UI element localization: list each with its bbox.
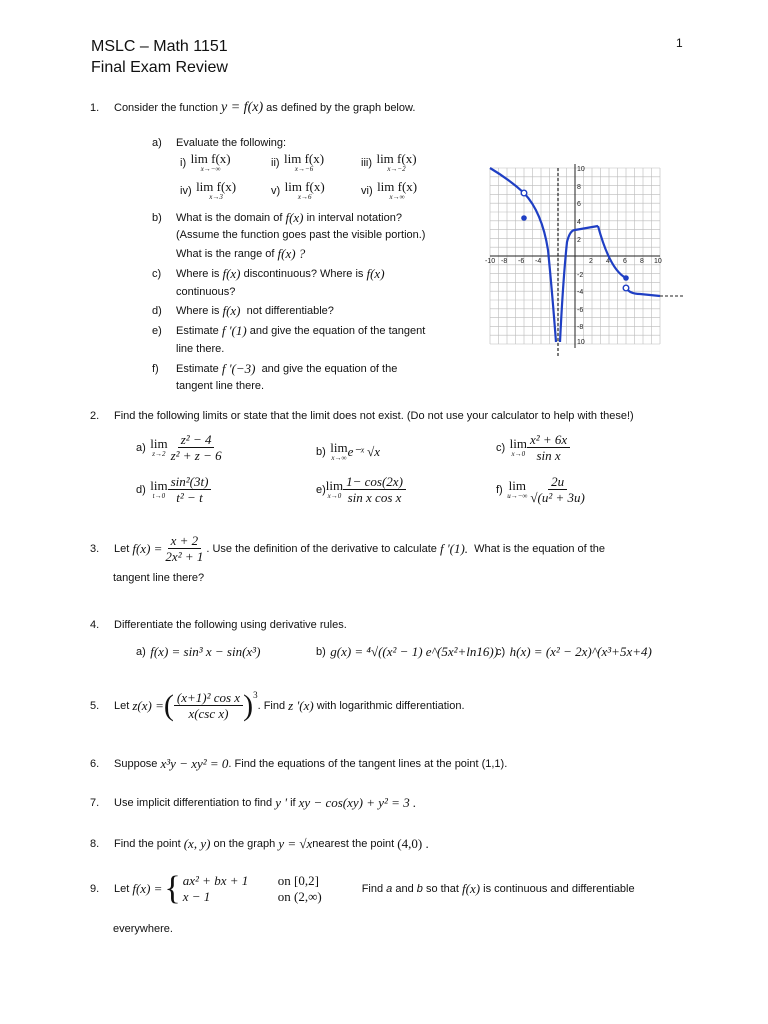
y-tick: -2 bbox=[577, 272, 584, 279]
q8: 8. Find the point (x, y) on the graph y = √x nearest the point (4,0) . bbox=[90, 836, 429, 851]
q1b-line3: What is the range of f(x) ? bbox=[176, 246, 306, 261]
closed-point bbox=[521, 215, 527, 221]
q1-text-post: as defined by the graph below. bbox=[266, 102, 416, 114]
q9-line2: everywhere. bbox=[113, 923, 173, 935]
q3-line2: tangent line there? bbox=[113, 572, 205, 584]
limit-iv bbox=[180, 180, 236, 201]
q1f-line2: tangent line there. bbox=[176, 380, 265, 392]
q2f: f) lim u→−∞ $\frac{2u}{\text{√(u² + 3u)}}$ bbox=[496, 474, 585, 505]
q1-equation: y = f(x) bbox=[221, 100, 264, 115]
q6: 6. Suppose x³y − xy² = 0 . Find the equations of the tangent lines at the point (1,1). bbox=[90, 756, 508, 771]
q1d: d) Where is f(x) not differentiable? bbox=[152, 303, 334, 318]
q1b-line2: (Assume the function goes past the visible portion.) bbox=[176, 229, 426, 241]
q1f-line1: f) Estimate f '(−3) and give the equation of the bbox=[152, 361, 398, 376]
limit-ii bbox=[271, 152, 324, 173]
limit-expr: lim f(x) x→6 bbox=[284, 179, 325, 201]
limit-label: iv) bbox=[180, 184, 192, 197]
q1-number: 1. bbox=[90, 102, 100, 114]
header-subtitle: Final Exam Review bbox=[91, 59, 228, 76]
x-tick: -10 bbox=[485, 258, 496, 265]
q2e: e) lim x→0 $\frac{1- \cos(2x)}{\text{sin x cos x}}$ bbox=[316, 474, 406, 505]
y-tick: 6 bbox=[577, 201, 581, 208]
q1a bbox=[152, 137, 286, 149]
y-tick: -4 bbox=[577, 289, 584, 296]
limit-expr: lim f(x) x→∞ bbox=[377, 179, 418, 201]
q1c-line1: c) Where is f(x) discontinuous? Where is f(x) bbox=[152, 266, 385, 281]
page-number: 1 bbox=[676, 36, 683, 50]
limit-label: ii) bbox=[271, 156, 280, 169]
limit-expr: lim f(x) x→−6 bbox=[284, 151, 325, 173]
x-tick: -4 bbox=[535, 258, 542, 265]
q1b-line1: b) What is the domain of f(x) in interval notation? bbox=[152, 210, 402, 225]
y-tick: 4 bbox=[577, 219, 581, 226]
limit-label: v) bbox=[271, 184, 281, 197]
open-point bbox=[521, 190, 527, 196]
x-tick: 8 bbox=[640, 258, 644, 265]
q3: 3. Let f(x) = $\frac{x + 2}{\text{2x² + 1}}$ . Use the definition of the derivative to calculate f '(1). What is the equation of the bbox=[90, 533, 606, 564]
q2c: c) lim x→0 $\frac{\text{x² + 6x}}{\text{sin x}}$ bbox=[496, 432, 570, 463]
y-tick: 10 bbox=[577, 166, 585, 173]
q1e-line2: line there. bbox=[176, 343, 225, 355]
y-tick: -6 bbox=[577, 307, 584, 314]
open-point bbox=[623, 285, 629, 291]
x-tick: 4 bbox=[606, 258, 610, 265]
limit-vi bbox=[361, 180, 417, 201]
x-tick: 2 bbox=[589, 258, 593, 265]
q2b: b) lim x→∞ e⁻ˣ √x bbox=[316, 440, 381, 462]
q1e-line1: e) Estimate f '(1) and give the equation of the tangent bbox=[152, 323, 426, 338]
y-tick: -8 bbox=[577, 324, 584, 331]
q2a: a) lim z→2 $\frac{\text{z² − 4}}{\text{z² + z − 6}}$ bbox=[136, 432, 222, 463]
y-tick: 10 bbox=[577, 339, 585, 346]
q7: 7. Use implicit differentiation to find y ' if xy − cos(xy) + y² = 3 . bbox=[90, 795, 417, 810]
limit-expr: lim f(x) x→−∞ bbox=[190, 151, 231, 173]
q1a-label: a) bbox=[152, 137, 162, 149]
curve-drop bbox=[598, 226, 626, 278]
limit-expr: lim f(x) x→−2 bbox=[376, 151, 417, 173]
q1c-line2: continuous? bbox=[176, 286, 236, 298]
q1a-text: Evaluate the following: bbox=[176, 137, 287, 149]
y-tick: 2 bbox=[577, 237, 581, 244]
x-tick: -6 bbox=[518, 258, 525, 265]
q5: 5. Let z(x) = ( $\frac{\text{(x+1)² cos x}}{\text{x(csc x)}}$ ) 3 . Find z '(x) with logarithmic differentiation. bbox=[90, 688, 465, 722]
limit-label: iii) bbox=[361, 156, 372, 169]
closed-point bbox=[623, 275, 629, 281]
q4c: c) h(x) = (x² − 2x)^(x³+5x+4) bbox=[496, 644, 652, 659]
q1-intro bbox=[90, 100, 415, 116]
piecewise-cases: ax² + bx + 1 on [0,2] x − 1 on (2,∞) bbox=[182, 873, 322, 904]
x-tick: 6 bbox=[623, 258, 627, 265]
limit-label: i) bbox=[180, 156, 187, 169]
q2d: d) lim t→0 $\frac{\text{sin²(3t)}}{\text{t² − t}}$ bbox=[136, 474, 211, 505]
q4b: b) g(x) = ⁴√((x² − 1) e^(5x²+ln16)) bbox=[316, 644, 499, 659]
limit-i bbox=[180, 152, 231, 173]
q9: 9. Let f(x) = { ax² + bx + 1 on [0,2] x − 1 on (2,∞) Find a and b so that f(x) is continuous and differentiable bbox=[90, 870, 635, 907]
q1-text-pre: Consider the function bbox=[114, 102, 218, 114]
limit-expr: lim f(x) x→3 bbox=[196, 179, 237, 201]
function-graph bbox=[480, 160, 685, 360]
q4a: a) f(x) = sin³ x − sin(x³) bbox=[136, 644, 261, 659]
header-title: MSLC – Math 1151 bbox=[91, 38, 228, 55]
q2-intro: 2. Find the following limits or state that the limit does not exist. (Do not use your calculator to help with these!) bbox=[90, 410, 634, 422]
x-tick: -8 bbox=[501, 258, 508, 265]
limit-iii bbox=[361, 152, 417, 173]
x-tick: 10 bbox=[654, 258, 662, 265]
limit-v bbox=[271, 180, 325, 201]
y-tick: 8 bbox=[577, 184, 581, 191]
limit-label: vi) bbox=[361, 184, 373, 197]
q4-intro: 4. Differentiate the following using derivative rules. bbox=[90, 619, 347, 631]
